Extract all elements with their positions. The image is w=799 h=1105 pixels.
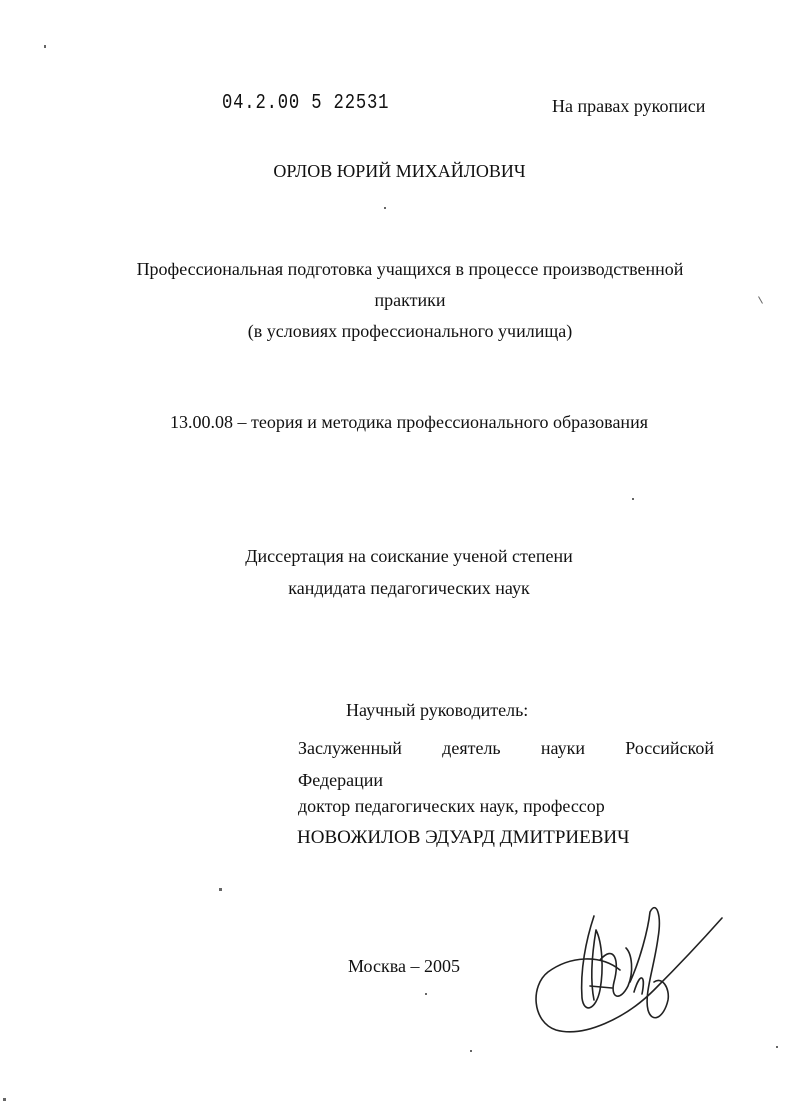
title-main: Профессиональная подготовка учащихся в процессе производственной практики: [136, 259, 684, 310]
scan-speck: [758, 296, 763, 303]
specialty-code: 13.00.08 – теория и методика профессионального образования: [170, 412, 648, 432]
scan-speck: [470, 1050, 472, 1052]
honor-word: деятель: [442, 738, 501, 758]
archive-stamp-number: 04.2.00 5 22531: [222, 92, 390, 115]
scan-speck: [44, 45, 46, 48]
degree-statement: [0, 540, 799, 604]
dissertation-title: [100, 254, 720, 347]
supervisor-degree: доктор педагогических наук, профессор: [298, 796, 605, 816]
scan-speck: [3, 1098, 6, 1101]
degree-line-2: кандидата педагогических наук: [288, 578, 530, 598]
supervisor-honor-title: [298, 732, 714, 796]
scan-speck: [425, 993, 427, 995]
honor-line-tail: Федерации: [298, 770, 384, 790]
supervisor-label: Научный руководитель:: [346, 700, 529, 720]
city-year: Москва – 2005: [348, 956, 460, 976]
honor-word: науки: [540, 738, 585, 758]
scan-speck: [384, 207, 386, 209]
scan-speck: [632, 498, 634, 500]
scan-speck: [219, 888, 222, 891]
honor-word: Заслуженный: [298, 738, 402, 758]
supervisor-name: НОВОЖИЛОВ ЭДУАРД ДМИТРИЕВИЧ: [297, 827, 630, 848]
rights-note: На правах рукописи: [552, 96, 706, 116]
scan-speck: [776, 1046, 778, 1048]
author-name: ОРЛОВ ЮРИЙ МИХАЙЛОВИЧ: [273, 161, 526, 181]
handwritten-signature: [530, 890, 730, 1040]
degree-line-1: Диссертация на соискание ученой степени: [245, 546, 573, 566]
honor-word: Российской: [625, 738, 714, 758]
honor-line-justified: [298, 732, 714, 764]
title-sub: (в условиях профессионального училища): [247, 321, 573, 341]
